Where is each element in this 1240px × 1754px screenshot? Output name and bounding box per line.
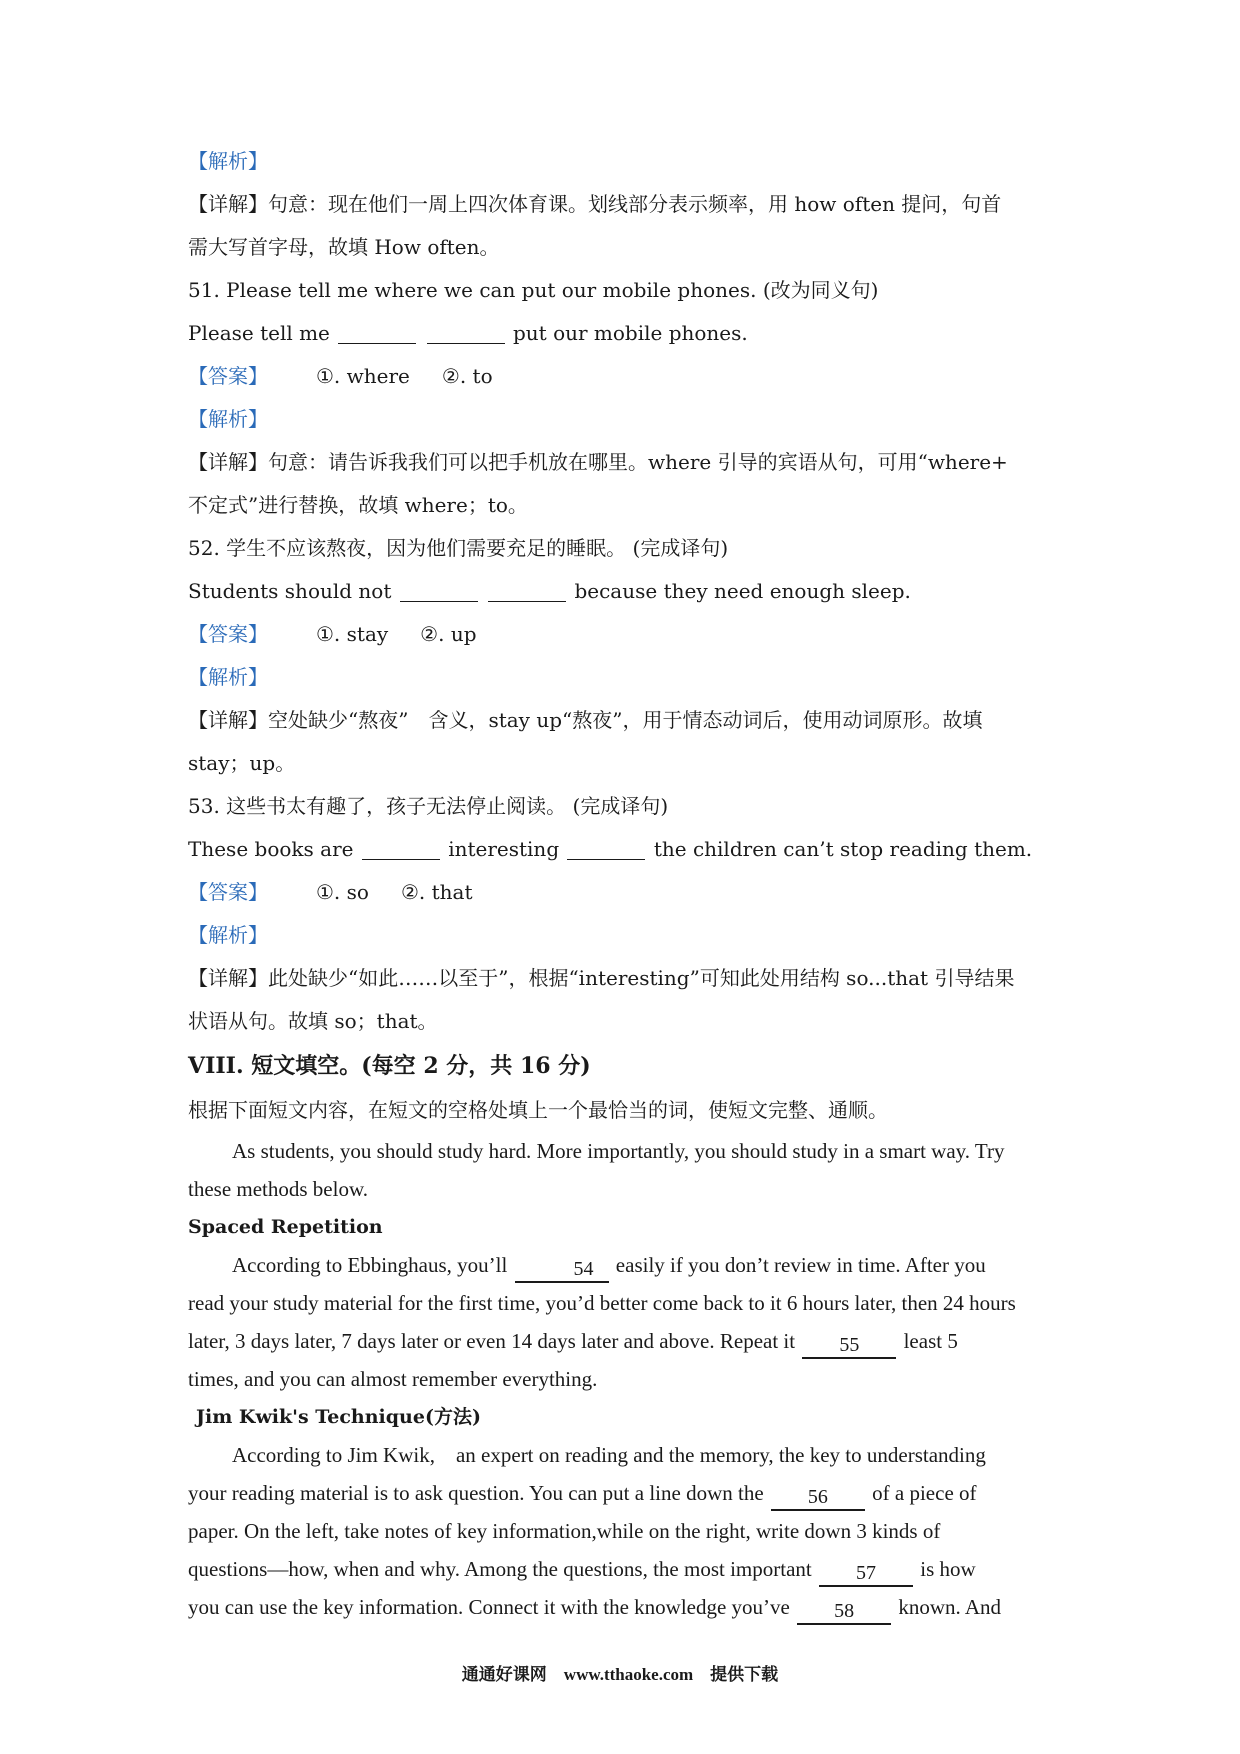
prompt-text: These books are xyxy=(188,837,354,861)
prompt-text: Please tell me xyxy=(188,321,330,345)
q53-detail-line2: 状语从句。故填 so；that。 xyxy=(188,1009,438,1033)
q50-analysis-line xyxy=(188,140,1058,183)
p2-line5 xyxy=(188,1588,1058,1626)
p2-line1: According to Jim Kwik, an expert on reading and the memory, the key to understanding xyxy=(232,1443,986,1467)
passage-text: According to Ebbinghaus, you’ll xyxy=(232,1253,508,1277)
intro-line1: As students, you should study hard. More importantly, you should study in a smart way. Try xyxy=(232,1139,1005,1163)
section-instruction: 根据下面短文内容，在短文的空格处填上一个最恰当的词，使短文完整、通顺。 xyxy=(188,1098,888,1122)
q53-prompt xyxy=(188,828,1058,871)
q51-detail-line2: 不定式”进行替换，故填 where；to。 xyxy=(188,493,528,517)
passage-text: easily if you don’t review in time. After you xyxy=(615,1253,986,1277)
analysis-tag: 【解析】 xyxy=(188,923,268,947)
answer-blank xyxy=(427,321,505,344)
passage-text: of a piece of xyxy=(872,1481,977,1505)
answer-1: ①. where xyxy=(316,364,410,388)
passage-text: questions—how, when and why. Among the questions, the most important xyxy=(188,1557,812,1581)
answer-2: ②. to xyxy=(441,364,493,388)
q51-prompt xyxy=(188,312,1058,355)
analysis-tag: 【解析】 xyxy=(188,149,268,173)
subheading-spaced-repetition: Spaced Repetition xyxy=(188,1216,383,1238)
q53-analysis-line xyxy=(188,914,1058,957)
q52-analysis-line xyxy=(188,656,1058,699)
q53-answer-line xyxy=(188,871,1058,914)
p2-line2 xyxy=(188,1474,1058,1512)
answer-tag: 【答案】 xyxy=(188,880,268,904)
answer-tag: 【答案】 xyxy=(188,622,268,646)
answer-2: ②. up xyxy=(420,622,477,646)
p1-line3 xyxy=(188,1322,1058,1360)
p1-line4: times, and you can almost remember everything. xyxy=(188,1367,598,1391)
detail-tag: 【详解】 xyxy=(188,450,268,474)
answer-blank xyxy=(488,579,566,602)
subheading-jim-kwik: Jim Kwik's Technique(方法) xyxy=(196,1406,481,1428)
q51-question: 51. Please tell me where we can put our mobile phones. (改为同义句) xyxy=(188,278,879,302)
answer-blank xyxy=(362,837,440,860)
p1-line1 xyxy=(188,1246,1058,1284)
prompt-text: because they need enough sleep. xyxy=(574,579,911,603)
passage-text: least 5 xyxy=(903,1329,958,1353)
detail-tag: 【详解】 xyxy=(188,192,268,216)
answer-blank xyxy=(338,321,416,344)
detail-text: 此处缺少“如此……以至于”，根据“interesting”可知此处用结构 so...that 引导结果 xyxy=(268,966,1015,990)
passage-text: known. And xyxy=(898,1595,1002,1619)
q50-detail-line2: 需大写首字母，故填 How often。 xyxy=(188,235,500,259)
q52-answer-line xyxy=(188,613,1058,656)
page-footer: 通通好课网 www.tthaoke.com 提供下载 xyxy=(461,1665,779,1684)
q52-question: 52. 学生不应该熬夜，因为他们需要充足的睡眠。 (完成译句) xyxy=(188,536,729,560)
q52-detail-line2: stay；up。 xyxy=(188,751,296,775)
prompt-text: the children can’t stop reading them. xyxy=(653,837,1033,861)
intro-line2: these methods below. xyxy=(188,1177,369,1201)
prompt-text: interesting xyxy=(448,837,560,861)
prompt-text: put our mobile phones. xyxy=(512,321,748,345)
answer-1: ①. stay xyxy=(316,622,389,646)
q50-detail-line1 xyxy=(188,183,1058,226)
p1-line2: read your study material for the first time, you’d better come back to it 6 hours later, then 24 hours xyxy=(188,1291,1016,1315)
p2-line4 xyxy=(188,1550,1058,1588)
analysis-tag: 【解析】 xyxy=(188,407,268,431)
section-heading: VIII. 短文填空。(每空 2 分，共 16 分) xyxy=(188,1053,591,1079)
answer-tag: 【答案】 xyxy=(188,364,268,388)
passage-text: you can use the key information. Connect it with the knowledge you’ve xyxy=(188,1595,790,1619)
analysis-tag: 【解析】 xyxy=(188,665,268,689)
blank-57: 57 xyxy=(819,1561,913,1587)
detail-tag: 【详解】 xyxy=(188,966,268,990)
blank-58: 58 xyxy=(797,1599,891,1625)
answer-blank xyxy=(567,837,645,860)
prompt-text: Students should not xyxy=(188,579,392,603)
document-page xyxy=(188,140,1058,1626)
q53-question: 53. 这些书太有趣了，孩子无法停止阅读。 (完成译句) xyxy=(188,794,669,818)
passage-text: is how xyxy=(920,1557,976,1581)
q52-prompt xyxy=(188,570,1058,613)
blank-54: 54 xyxy=(515,1257,609,1283)
detail-tag: 【详解】 xyxy=(188,708,268,732)
passage-text: later, 3 days later, 7 days later or even 14 days later and above. Repeat it xyxy=(188,1329,796,1353)
q51-detail-line1 xyxy=(188,441,1058,484)
passage-text: your reading material is to ask question. You can put a line down the xyxy=(188,1481,764,1505)
q51-answer-line xyxy=(188,355,1058,398)
answer-blank xyxy=(400,579,478,602)
answer-2: ②. that xyxy=(400,880,473,904)
q52-detail-line1 xyxy=(188,699,1058,742)
detail-text: 句意：现在他们一周上四次体育课。划线部分表示频率，用 how often 提问，句首 xyxy=(268,192,1002,216)
detail-text: 句意：请告诉我我们可以把手机放在哪里。where 引导的宾语从句，可用“where+ xyxy=(268,450,1008,474)
q51-analysis-line xyxy=(188,398,1058,441)
detail-text: 空处缺少“熬夜” 含义，stay up“熬夜”，用于情态动词后，使用动词原形。故填 xyxy=(268,708,983,732)
blank-56: 56 xyxy=(771,1485,865,1511)
p2-line3: paper. On the left, take notes of key information,while on the right, write down 3 kinds of xyxy=(188,1519,941,1543)
answer-1: ①. so xyxy=(316,880,369,904)
blank-55: 55 xyxy=(802,1333,896,1359)
q53-detail-line1 xyxy=(188,957,1058,1000)
